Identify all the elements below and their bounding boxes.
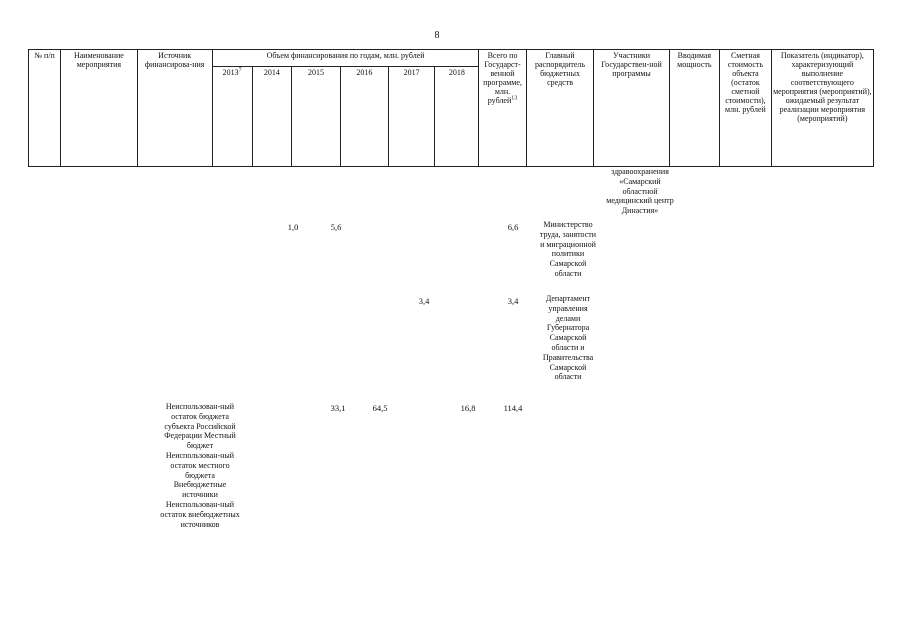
- col-num-header: № п/п: [29, 50, 61, 167]
- col-year-2013: [212, 67, 252, 167]
- row-a-manager: Министерство труда, занятости и миграционной политики Самарской области: [539, 220, 597, 278]
- row-a-2014: 1,0: [287, 222, 299, 232]
- row-c-2016: 64,5: [372, 403, 388, 413]
- row-c-source: Неиспользован-ный остаток бюджета субъекта Российской Федерации Местный бюджет Неиспользован-ный остаток местного бюджета Внебюджетные источники Неиспользован-ный остаток внебюджетных источников: [160, 402, 240, 529]
- col-estimate-header: Сметная стоимость объекта (остаток сметной стоимости), млн. рублей: [720, 50, 772, 167]
- page-number: 8: [434, 30, 440, 41]
- col-volume-group-header: Объем финансирования по годам, млн. рублей: [212, 50, 479, 67]
- total-footnote: 13: [511, 95, 518, 102]
- col-year-2018: 2018: [435, 67, 479, 167]
- row-b-2017: 3,4: [418, 296, 430, 306]
- year-2013-label: 2013: [222, 68, 239, 77]
- col-year-2015: 2015: [292, 67, 340, 167]
- col-indicator-header: Показатель (индикатор), характеризующий выполнение соответствующего мероприятия (мероприятий), ожидаемый результат реализации мероприятия (мероприятий): [771, 50, 873, 167]
- total-header-text: Всего по Государст-венной программе, млн. рублей: [483, 51, 522, 105]
- col-source-header: Источник финансирова-ния: [137, 50, 212, 167]
- row-b-manager: Департамент управления делами Губернатора Самарской области и Правительства Самарской области: [542, 294, 594, 382]
- row-c-2015: 33,1: [330, 403, 346, 413]
- col-name-header: Наименование мероприятия: [61, 50, 137, 167]
- row-a-2015: 5,6: [330, 222, 342, 232]
- row-b-total: 3,4: [507, 296, 519, 306]
- participant-continuation: здравоохранения «Самарский областной медицинский центр Династия»: [606, 167, 674, 216]
- year-2013-footnote: 7: [238, 67, 242, 74]
- col-capacity-header: Вводимая мощность: [669, 50, 720, 167]
- financing-table-header: [28, 49, 874, 167]
- col-year-2017: 2017: [389, 67, 435, 167]
- col-year-2016: 2016: [340, 67, 388, 167]
- row-a-total: 6,6: [507, 222, 519, 232]
- row-c-total: 114,4: [503, 403, 523, 413]
- row-c-2018: 16,8: [460, 403, 476, 413]
- col-participants-header: Участники Государствен-ной программы: [594, 50, 669, 167]
- col-total-header: [479, 50, 526, 167]
- col-year-2014: 2014: [252, 67, 292, 167]
- col-manager-header: Главный распорядитель бюджетных средств: [526, 50, 594, 167]
